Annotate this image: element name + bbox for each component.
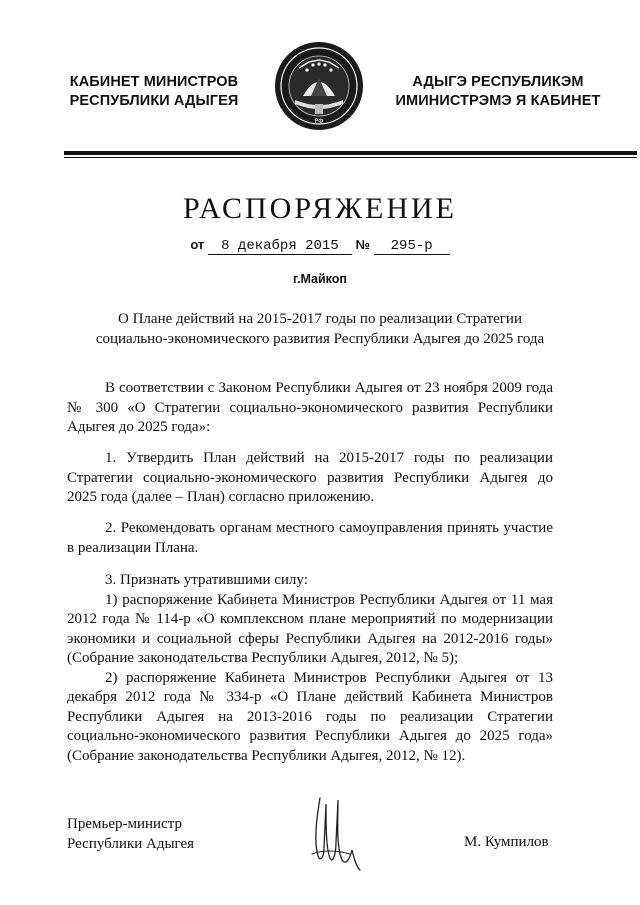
header-right-line2: ИМИНИСТРЭМЭ Я КАБИНЕТ <box>395 93 601 109</box>
subject-line1: О Плане действий на 2015-2017 годы по реализации Стратегии <box>118 311 522 327</box>
document-city: г.Майкоп <box>293 272 347 286</box>
item-3-2-text: 2) распоряжение Кабинета Министров Республики Адыгея от 13 декабря 2012 года № 334-р «О Плане действий Кабинета Министров Республики Адыгея на 2013-2016 годы по реализации Стратегии социально-экономического развития Республики Адыгея до 2025 года» (Собрание законодательства Республики Адыгея, 2012, № 12). <box>67 669 553 764</box>
number-prefix: № <box>355 237 371 252</box>
signatory-position <box>67 815 194 854</box>
header-left-org <box>64 73 244 111</box>
item-2-text: 2. Рекомендовать органам местного самоуправления принять участие в реализации Плана. <box>67 520 553 556</box>
coat-of-arms-icon <box>273 38 365 134</box>
subject-line2: социально-экономического развития Республики Адыгея до 2025 года <box>95 331 545 347</box>
item-1-paragraph <box>67 449 553 508</box>
document-title: РАСПОРЯЖЕНИЕ <box>182 192 458 225</box>
document-subject <box>70 309 570 349</box>
item-3-block <box>67 571 553 766</box>
header-divider-thin <box>64 157 637 158</box>
signatory-name: М. Кумпилов <box>464 834 549 850</box>
document-date: 8 декабря 2015 <box>208 238 352 255</box>
item-1-text: 1. Утвердить План действий на 2015-2017 годы по реализации Стратегии социально-экономического развития Республики Адыгея до 2025 года (далее – План) согласно приложению. <box>67 450 553 505</box>
header-left-line2: РЕСПУБЛИКИ АДЫГЕЯ <box>69 93 239 109</box>
signatory-position-line1: Премьер-министр <box>67 816 182 832</box>
date-number-line <box>0 237 640 255</box>
signatory-position-line2: Республики Адыгея <box>67 835 195 852</box>
preamble-paragraph <box>67 379 553 438</box>
item-3-1-text: 1) распоряжение Кабинета Министров Республики Адыгея от 11 мая 2012 года № 114-р «О комплексном плане мероприятий по модернизации экономики и социальной сферы Республики Адыгея на 2012-2016 годы» (Собрание законодательства Республики Адыгея, 2012, № 5); <box>67 591 553 666</box>
header-right-org <box>387 73 609 111</box>
handwritten-signature-icon <box>306 792 366 872</box>
header-right-line1: АДЫГЭ РЕСПУБЛИКЭМ <box>412 74 584 90</box>
item-3-heading: 3. Признать утратившими силу: <box>105 572 308 588</box>
header-divider-thick <box>64 151 637 155</box>
svg-text:РФ: РФ <box>314 118 324 125</box>
document-number: 295-р <box>374 238 450 255</box>
item-2-paragraph <box>67 519 553 558</box>
header-left-line1: КАБИНЕТ МИНИСТРОВ <box>69 74 239 90</box>
preamble-text: В соответствии с Законом Республики Адыгея от 23 ноября 2009 года № 300 «О Стратегии социально-экономического развития Республики Адыгея до 2025 года»: <box>67 380 553 435</box>
date-prefix: от <box>190 237 205 252</box>
